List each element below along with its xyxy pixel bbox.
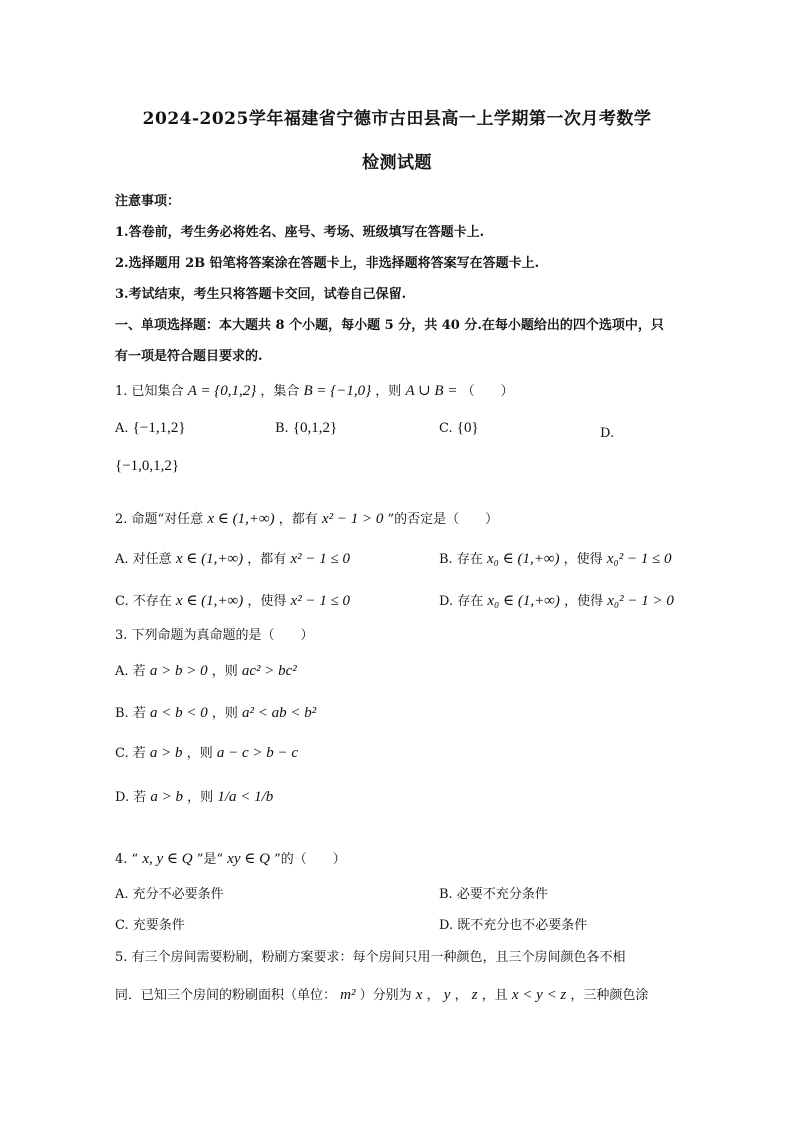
q1-option-c[interactable]: C. {0} [439,420,479,436]
q3-option-d[interactable]: D. 若 a > b ，则 1/a < 1/b [115,789,274,805]
q2-option-d[interactable]: D. 存在 x₀ ∈ (1,+∞) ，使得 x₀² − 1 > 0 [439,593,674,609]
notice-item-3: 3.考试结束，考生只将答题卡交回，试卷自己保留. [115,287,407,302]
question-1-stem: 1. 已知集合 A = {0,1,2} ，集合 B = {−1,0} ，则 A ∪ B = （ ） [115,383,514,399]
notice-heading: 注意事项： [115,194,181,209]
notice-item-1: 1.答卷前，考生务必将姓名、座号、考场、班级填写在答题卡上. [115,225,485,240]
q1-option-d-value[interactable]: {−1,0,1,2} [115,458,180,474]
q1-option-b[interactable]: B. {0,1,2} [275,420,338,436]
question-3-stem: 3. 下列命题为真命题的是（ ） [115,628,314,643]
notice-item-2: 2.选择题用 2B 铅笔将答案涂在答题卡上，非选择题将答案写在答题卡上. [115,256,540,271]
question-4-stem: 4. “ x, y ∈ Q ”是“ xy ∈ Q ”的（ ） [115,851,346,867]
q1-option-a[interactable]: A. {−1,1,2} [115,420,186,436]
q1-option-d-label[interactable]: D. [600,426,615,441]
set-b: B = {−1,0} [303,383,372,399]
q2-option-b[interactable]: B. 存在 x₀ ∈ (1,+∞) ，使得 x₀² − 1 ≤ 0 [439,551,672,567]
q3-option-c[interactable]: C. 若 a > b ，则 a − c > b − c [115,745,299,761]
union-expr: A ∪ B = [405,383,458,399]
fraction-inequality: 1/a < 1/b [217,789,274,805]
q4-option-c[interactable]: C. 充要条件 [115,918,185,933]
question-5-line-1: 5. 有三个房间需要粉刷，粉刷方案要求：每个房间只用一种颜色，且三个房间颜色各不相 [115,950,626,965]
q4-option-b[interactable]: B. 必要不充分条件 [439,887,548,902]
q2-option-a[interactable]: A. 对任意 x ∈ (1,+∞) ，都有 x² − 1 ≤ 0 [115,551,350,567]
q2-option-c[interactable]: C. 不存在 x ∈ (1,+∞) ，使得 x² − 1 ≤ 0 [115,593,351,609]
q4-option-a[interactable]: A. 充分不必要条件 [115,887,224,902]
exam-subtitle: 检测试题 [362,153,432,173]
section-1-heading: 一、单项选择题：本大题共 8 个小题，每小题 5 分，共 40 分.在每小题给出的四个选项中，只 [115,318,664,333]
question-2-stem: 2. 命题“对任意 x ∈ (1,+∞) ，都有 x² − 1 > 0 ”的否定是（ ） [115,511,499,527]
exam-title: 2024-2025学年福建省宁德市古田县高一上学期第一次月考数学 [142,109,652,129]
q3-option-a[interactable]: A. 若 a > b > 0 ，则 ac² > bc² [115,663,297,679]
q4-option-d[interactable]: D. 既不充分也不必要条件 [439,918,588,933]
set-a: A = {0,1,2} [187,383,257,399]
section-1-heading-cont: 有一项是符合题目要求的. [115,349,263,364]
question-5-line-2: 同．已知三个房间的粉刷面积（单位： m² ）分别为 x ， y ， z ，且 x < y < z ，三种颜色涂 [115,987,649,1003]
q3-option-b[interactable]: B. 若 a < b < 0 ，则 a² < ab < b² [115,705,317,721]
